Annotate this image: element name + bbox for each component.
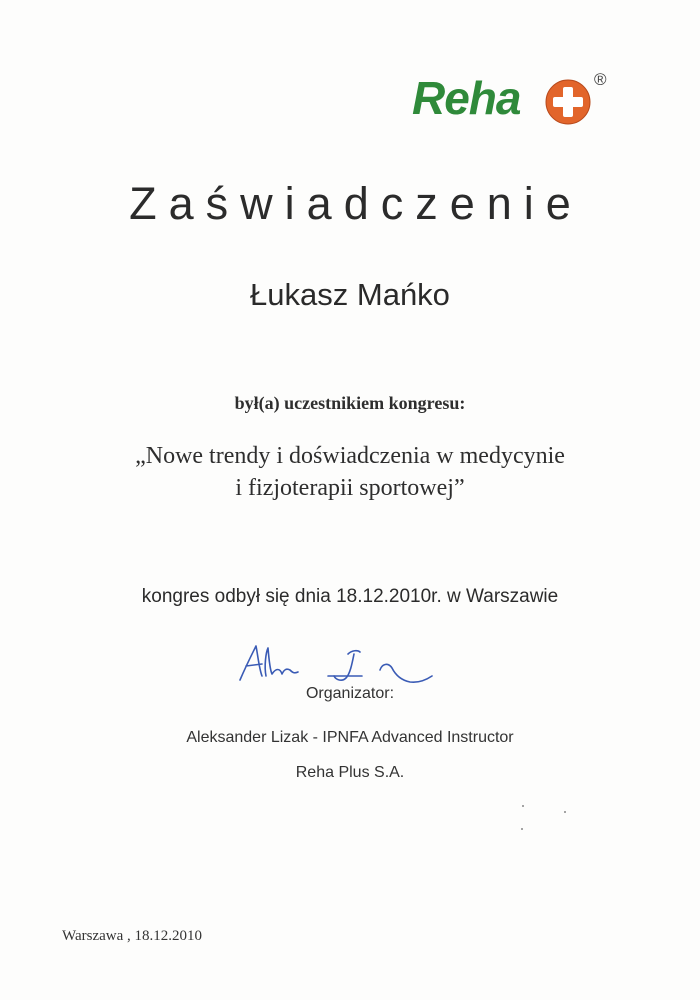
certificate-title: Zaświadczenie	[129, 178, 583, 229]
paper-speck	[564, 811, 566, 813]
congress-title-line-1: „Nowe trendy i doświadczenia w medycynie	[135, 443, 565, 469]
recipient-name: Łukasz Mańko	[250, 277, 450, 312]
logo-brand-text: Reha	[412, 72, 521, 124]
organizer-company: Reha Plus S.A.	[295, 764, 405, 781]
reha-plus-logo	[412, 68, 622, 130]
place-and-date: Warszawa , 18.12.2010	[62, 928, 203, 944]
participant-statement: był(a) uczestnikiem kongresu:	[234, 393, 466, 413]
organizer-label: Organizator:	[305, 685, 395, 702]
organizer-person: Aleksander Lizak - IPNFA Advanced Instructor	[186, 729, 514, 746]
congress-date-place: kongres odbył się dnia 18.12.2010r. w Warszawie	[141, 586, 559, 607]
congress-title-line-2: i fizjoterapii sportowej”	[235, 475, 465, 501]
paper-speck	[522, 805, 524, 807]
plus-icon	[544, 78, 592, 126]
paper-speck	[521, 828, 523, 830]
registered-mark: ®	[594, 70, 607, 89]
congress-title	[0, 440, 700, 504]
